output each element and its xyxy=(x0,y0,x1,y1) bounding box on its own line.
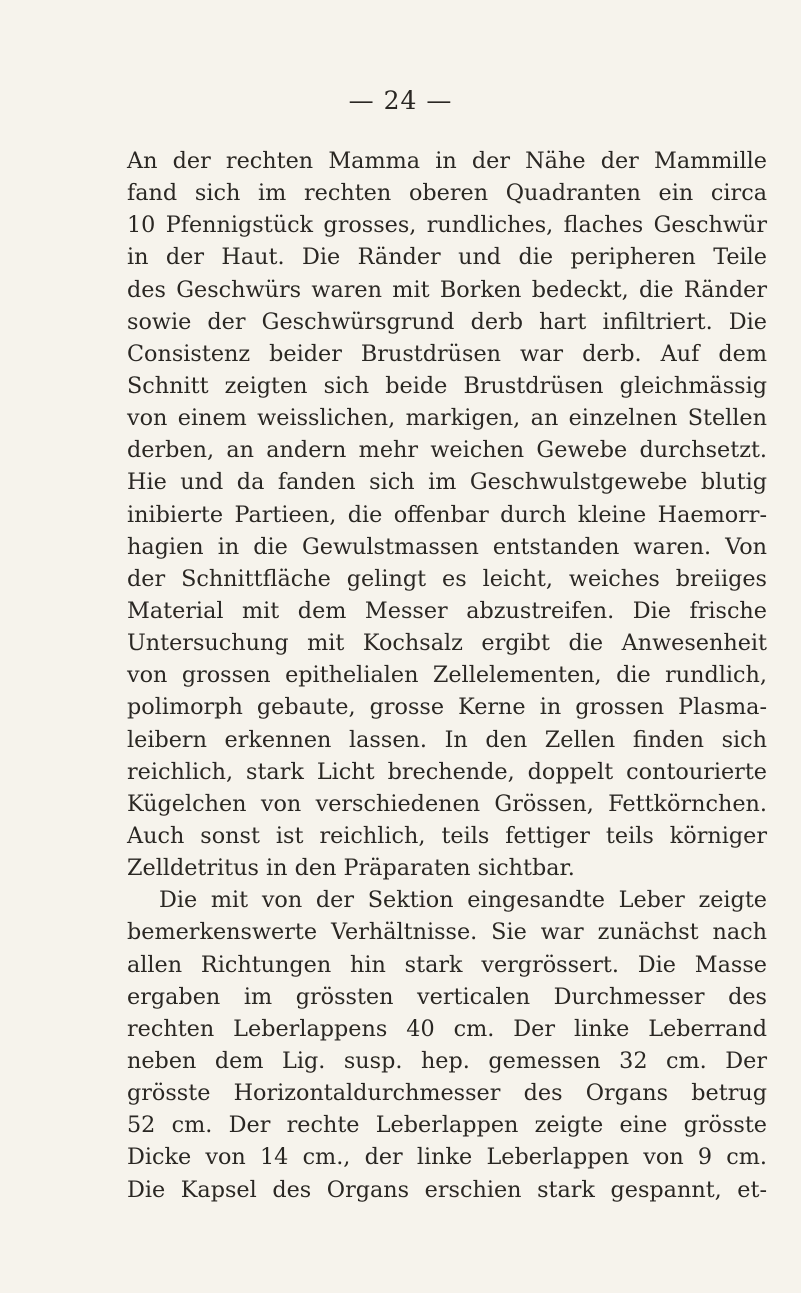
text-line: von grossen epithelialen Zellelementen, die rundlich, xyxy=(127,662,767,689)
text-line: Material mit dem Messer abzustreifen. Die frische xyxy=(127,597,767,624)
text-line: leibern erkennen lassen. In den Zellen finden sich xyxy=(127,726,767,753)
text-line: Consistenz beider Brustdrüsen war derb. Auf dem xyxy=(127,340,767,367)
text-line: der Schnittfläche gelingt es leicht, weiches breiiges xyxy=(127,565,767,592)
text-line: Schnitt zeigten sich beide Brustdrüsen gleichmässig xyxy=(127,372,767,399)
text-line: Auch sonst ist reichlich, teils fettiger teils körniger xyxy=(127,822,767,849)
text-line: allen Richtungen hin stark vergrössert. Die Masse xyxy=(127,951,767,978)
text-line: Dicke von 14 cm., der linke Leberlappen von 9 cm. xyxy=(127,1144,767,1171)
text-line: ergaben im grössten verticalen Durchmesser des xyxy=(127,983,767,1010)
text-line: Untersuchung mit Kochsalz ergibt die Anwesenheit xyxy=(127,630,767,657)
text-line: bemerkenswerte Verhältnisse. Sie war zunächst nach xyxy=(127,919,767,946)
text-line: reichlich, stark Licht brechende, doppelt contourierte xyxy=(127,758,767,785)
text-line: 10 Pfennigstück grosses, rundliches, flaches Geschwür xyxy=(127,212,767,239)
text-line: Kügelchen von verschiedenen Grössen, Fettkörnchen. xyxy=(127,790,767,817)
text-line: Die Kapsel des Organs erschien stark gespannt, et- xyxy=(127,1176,767,1203)
text-line: des Geschwürs waren mit Borken bedeckt, die Ränder xyxy=(127,276,767,303)
text-line: An der rechten Mamma in der Nähe der Mammille xyxy=(127,148,767,174)
text-line: Die mit von der Sektion eingesandte Leber zeigte xyxy=(159,887,767,914)
text-line: sowie der Geschwürsgrund derb hart infiltriert. Die xyxy=(127,308,767,335)
text-line: inibierte Partieen, die offenbar durch kleine Haemorr- xyxy=(127,501,767,528)
text-line: rechten Leberlappens 40 cm. Der linke Leberrand xyxy=(127,1015,767,1042)
body-text xyxy=(127,145,767,1206)
text-line: grösste Horizontaldurchmesser des Organs betrug xyxy=(127,1080,767,1107)
text-line: Hie und da fanden sich im Geschwulstgewebe blutig xyxy=(127,469,767,496)
text-line: Zelldetritus in den Präparaten sichtbar. xyxy=(127,855,575,882)
text-line: neben dem Lig. susp. hep. gemessen 32 cm. Der xyxy=(127,1047,767,1074)
text-line: 52 cm. Der rechte Leberlappen zeigte eine grösste xyxy=(127,1112,767,1139)
text-line: in der Haut. Die Ränder und die peripheren Teile xyxy=(127,244,767,271)
page-number: — 24 — xyxy=(348,86,453,115)
text-line: fand sich im rechten oberen Quadranten ein circa xyxy=(127,180,767,207)
text-line: derben, an andern mehr weichen Gewebe durchsetzt. xyxy=(127,437,767,464)
text-line: von einem weisslichen, markigen, an einzelnen Stellen xyxy=(127,405,767,432)
text-line: polimorph gebaute, grosse Kerne in grossen Plasma- xyxy=(127,694,767,721)
text-line: hagien in die Gewulstmassen entstanden waren. Von xyxy=(127,533,767,560)
